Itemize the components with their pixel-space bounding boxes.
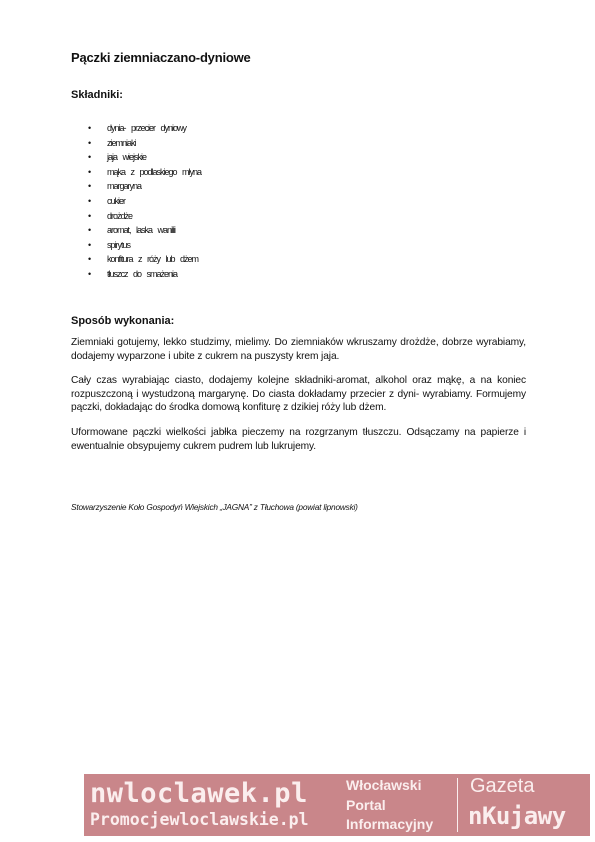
list-item: • cukier — [88, 194, 201, 209]
nkujawy-logo[interactable]: nKujawy — [468, 802, 566, 830]
portal-line: Informacyjny — [346, 816, 434, 832]
footer-divider — [457, 778, 458, 832]
ingredients-heading: Składniki: — [71, 89, 123, 101]
list-item: • margaryna — [88, 179, 201, 194]
list-item: • aromat, laska wanilii — [88, 223, 201, 238]
list-item: • spirytus — [88, 238, 201, 253]
portal-label — [346, 776, 456, 835]
gazeta-label: Gazeta — [470, 775, 535, 797]
portal-line: Włocławski — [346, 777, 422, 793]
list-item: • drożdże — [88, 209, 201, 224]
method-paragraph: Uformowane pączki wielkości jabłka pieczemy na rozgrzanym tłuszczu. Odsączamy na papierze i ewentualnie obsypujemy cukrem pudrem lub lukrujemy. — [71, 426, 526, 452]
footer-banner — [84, 774, 590, 836]
list-item: • ziemniaki — [88, 136, 201, 151]
method-paragraph: Ziemniaki gotujemy, lekko studzimy, mielimy. Do ziemniaków wkruszamy drożdże, dobrze wyrabiamy, dodajemy wyparzone i ubite z cukrem na puszysty krem jaja. — [71, 337, 526, 362]
list-item: • mąka z podlaskiego młyna — [88, 165, 201, 180]
list-item: • jaja wiejskie — [88, 150, 201, 165]
method-body — [71, 336, 526, 464]
portal-line: Portal — [346, 796, 386, 813]
recipe-title: Pączki ziemniaczano-dyniowe — [71, 50, 251, 65]
credit-line: Stowarzyszenie Koło Gospodyń Wiejskich „JAGNA” z Tłuchowa (powiat lipnowski) — [71, 502, 358, 512]
site-logo-main[interactable]: nwloclawek.pl — [90, 778, 308, 809]
method-paragraph: Cały czas wyrabiając ciasto, dodajemy kolejne składniki-aromat, alkohol oraz mąkę, a na koniec rozpuszczoną i wystudzoną margarynę. Do ciasta dokładamy przecier z dyni- wyrabiamy. Formujemy pączki, dokładając do środka domową konfiturę z dzikiej róży lub dżem. — [71, 375, 526, 414]
list-item: • dynia- przecier dyniowy — [88, 121, 201, 136]
ingredients-list — [88, 121, 201, 282]
method-heading: Sposób wykonania: — [71, 315, 175, 327]
list-item: • konfitura z róży lub dżem — [88, 252, 201, 267]
site-logo-promo[interactable]: Promocjewloclawskie.pl — [90, 810, 309, 829]
list-item: • tłuszcz do smażenia — [88, 267, 201, 282]
